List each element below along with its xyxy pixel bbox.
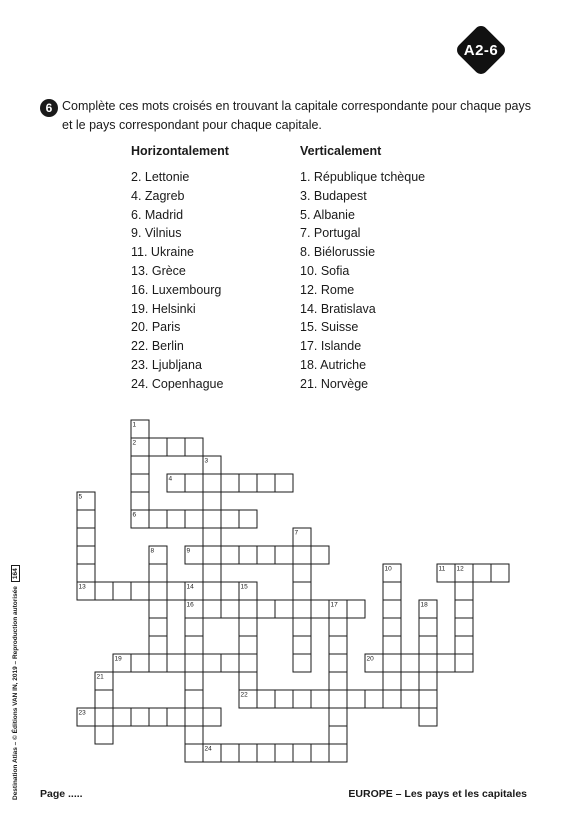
clue-item: 1. République tchèque [300, 170, 426, 184]
crossword-cell[interactable] [239, 636, 257, 654]
crossword-cell[interactable] [185, 474, 203, 492]
crossword-cell[interactable] [311, 600, 329, 618]
crossword-cell[interactable] [149, 564, 167, 582]
crossword-cell[interactable] [239, 618, 257, 636]
crossword-clue-number: 6 [132, 511, 137, 519]
crossword-clue-number: 17 [330, 601, 338, 609]
crossword-cell[interactable] [401, 690, 419, 708]
crossword-clue-number: 10 [384, 565, 392, 573]
crossword-cell[interactable] [131, 492, 149, 510]
crossword-cell[interactable] [419, 672, 437, 690]
crossword-cell[interactable] [221, 510, 239, 528]
crossword-cell[interactable] [149, 708, 167, 726]
crossword-cell[interactable] [293, 600, 311, 618]
crossword-cell[interactable] [311, 546, 329, 564]
crossword-cell[interactable] [149, 582, 167, 600]
crossword-cell[interactable] [149, 636, 167, 654]
crossword-cell[interactable] [185, 438, 203, 456]
crossword-cell[interactable] [239, 654, 257, 672]
clue-item: 15. Suisse [300, 320, 359, 335]
crossword-clue-number: 22 [240, 691, 248, 699]
crossword-cell[interactable] [455, 636, 473, 654]
crossword-cell[interactable] [95, 690, 113, 708]
crossword-cell[interactable] [221, 744, 239, 762]
crossword-cell[interactable] [329, 726, 347, 744]
crossword-cell[interactable] [221, 582, 239, 600]
crossword-clue-number: 9 [186, 547, 191, 555]
badge-label: A2-6 [463, 41, 499, 59]
crossword-cell[interactable] [95, 582, 113, 600]
crossword-cell[interactable] [95, 708, 113, 726]
crossword-cell[interactable] [329, 618, 347, 636]
crossword-clue-number: 8 [150, 547, 155, 555]
crossword-cell[interactable] [329, 690, 347, 708]
crossword-cell[interactable] [293, 582, 311, 600]
crossword-cell[interactable] [149, 510, 167, 528]
crossword-cell[interactable] [203, 582, 221, 600]
crossword-clue-number: 4 [168, 475, 173, 483]
crossword-cell[interactable] [149, 600, 167, 618]
crossword-cell[interactable] [257, 474, 275, 492]
crossword-cell[interactable] [203, 564, 221, 582]
clue-item: 13. Grèce [131, 263, 186, 278]
crossword-cell[interactable] [203, 546, 221, 564]
clue-item: 16. Luxembourg [131, 282, 222, 297]
clue-item: 6. Madrid [131, 207, 184, 222]
clue-item: 4. Zagreb [131, 188, 185, 203]
crossword-clue-number: 15 [240, 583, 248, 591]
clue-item: 11. Ukraine [131, 245, 194, 260]
crossword-cell[interactable] [95, 726, 113, 744]
clue-item: 24. Copenhague [131, 376, 224, 391]
crossword-cell[interactable] [293, 564, 311, 582]
crossword-cell[interactable] [383, 690, 401, 708]
crossword-cell[interactable] [167, 510, 185, 528]
crossword-cell[interactable] [419, 690, 437, 708]
crossword-clue-number: 13 [78, 583, 86, 591]
crossword-cell[interactable] [257, 690, 275, 708]
crossword-cell[interactable] [131, 654, 149, 672]
crossword-cell[interactable] [221, 654, 239, 672]
clue-item: 7. Portugal [300, 226, 361, 241]
crossword-cell[interactable] [293, 690, 311, 708]
crossword-cell[interactable] [221, 546, 239, 564]
crossword-cell[interactable] [203, 474, 221, 492]
crossword-cell[interactable] [257, 546, 275, 564]
crossword-clue-number: 23 [78, 709, 86, 717]
crossword-cell[interactable] [311, 744, 329, 762]
crossword-cell[interactable] [311, 690, 329, 708]
crossword-cell[interactable] [275, 744, 293, 762]
crossword-cell[interactable] [293, 654, 311, 672]
vertical-title: Verticalement [300, 144, 382, 158]
crossword-cell[interactable] [77, 546, 95, 564]
crossword-cell[interactable] [455, 600, 473, 618]
crossword-clue-number: 1 [132, 421, 137, 429]
crossword-cell[interactable] [239, 672, 257, 690]
crossword-cell[interactable] [203, 510, 221, 528]
crossword-cell[interactable] [185, 726, 203, 744]
crossword-cell[interactable] [401, 654, 419, 672]
crossword-cell[interactable] [149, 654, 167, 672]
instruction-text: Complète ces mots croisés en trouvant la capitale correspondante pour chaque pays et le pays correspondant pour chaque capitale. [62, 99, 532, 132]
crossword-cell[interactable] [185, 636, 203, 654]
clue-item: 14. Bratislava [300, 301, 376, 316]
crossword-cell[interactable] [455, 582, 473, 600]
crossword-cell[interactable] [149, 618, 167, 636]
clue-item: 19. Helsinki [131, 301, 196, 316]
crossword-cell[interactable] [383, 582, 401, 600]
crossword-clue-number: 21 [96, 673, 104, 681]
crossword-cell[interactable] [293, 636, 311, 654]
crossword-cell[interactable] [131, 456, 149, 474]
page-number-footer: Page ..... [40, 788, 83, 800]
crossword-cell[interactable] [185, 510, 203, 528]
crossword-cell[interactable] [167, 708, 185, 726]
clue-item: 9. Vilnius [131, 226, 182, 241]
clue-item: 23. Ljubljana [131, 357, 202, 372]
crossword-clue-number: 24 [204, 745, 212, 753]
crossword-cell[interactable] [221, 600, 239, 618]
crossword-cell[interactable] [77, 564, 95, 582]
crossword-cell[interactable] [167, 582, 185, 600]
crossword-cell[interactable] [77, 528, 95, 546]
crossword-cell[interactable] [185, 618, 203, 636]
crossword-clue-number: 19 [114, 655, 122, 663]
crossword-cell[interactable] [221, 474, 239, 492]
copyright-note: Destination Atlas – © Éditions VAN IN, 2019 – Reproduction autorisée164 [12, 565, 19, 800]
crossword-cell[interactable] [329, 744, 347, 762]
crossword-clue-number: 11 [438, 565, 446, 573]
crossword-cell[interactable] [437, 654, 455, 672]
crossword-cell[interactable] [347, 690, 365, 708]
crossword-cell[interactable] [239, 474, 257, 492]
crossword-cell[interactable] [455, 618, 473, 636]
crossword-cell[interactable] [203, 654, 221, 672]
crossword-cell[interactable] [203, 528, 221, 546]
crossword-cell[interactable] [185, 654, 203, 672]
crossword-cell[interactable] [149, 438, 167, 456]
crossword-cell[interactable] [473, 564, 491, 582]
crossword-cell[interactable] [257, 744, 275, 762]
clue-item: 22. Berlin [131, 339, 184, 354]
crossword-clue-number: 2 [132, 439, 137, 447]
crossword-clue-number: 14 [186, 583, 194, 591]
crossword-cell[interactable] [329, 654, 347, 672]
crossword-cell[interactable] [275, 474, 293, 492]
crossword-clue-number: 7 [294, 529, 299, 537]
crossword-cell[interactable] [185, 690, 203, 708]
crossword-cell[interactable] [365, 690, 383, 708]
crossword-cell[interactable] [293, 546, 311, 564]
crossword-cell[interactable] [329, 708, 347, 726]
chapter-footer: EUROPE – Les pays et les capitales [348, 788, 527, 800]
crossword-cell[interactable] [329, 672, 347, 690]
horizontal-title: Horizontalement [131, 144, 229, 158]
clue-item: 3. Budapest [300, 188, 367, 203]
clue-item: 8. Biélorussie [300, 245, 376, 260]
crossword-cell[interactable] [185, 708, 203, 726]
crossword-cell[interactable] [329, 636, 347, 654]
crossword-clue-number: 5 [78, 493, 83, 501]
clue-item: 20. Paris [131, 320, 181, 335]
clue-item: 2. Lettonie [131, 170, 190, 184]
crossword-cell[interactable] [275, 546, 293, 564]
crossword-cell[interactable] [383, 600, 401, 618]
crossword-cell[interactable] [491, 564, 509, 582]
crossword-cell[interactable] [239, 600, 257, 618]
crossword-cell[interactable] [275, 690, 293, 708]
crossword-cell[interactable] [257, 600, 275, 618]
crossword-cell[interactable] [419, 654, 437, 672]
crossword-cell[interactable] [347, 600, 365, 618]
clue-item: 18. Autriche [300, 357, 367, 372]
crossword-clue-number: 18 [420, 601, 428, 609]
crossword-cell[interactable] [455, 654, 473, 672]
crossword-cell[interactable] [113, 582, 131, 600]
crossword-cell[interactable] [419, 636, 437, 654]
crossword-cell[interactable] [239, 744, 257, 762]
crossword-cell[interactable] [185, 672, 203, 690]
clue-item: 21. Norvège [300, 376, 369, 391]
crossword-cell[interactable] [167, 654, 185, 672]
exercise-number: 6 [40, 99, 58, 117]
crossword-cell[interactable] [203, 492, 221, 510]
crossword-cell[interactable] [383, 672, 401, 690]
crossword-clue-number: 12 [456, 565, 464, 573]
crossword-cell[interactable] [131, 582, 149, 600]
crossword-clue-number: 16 [186, 601, 194, 609]
crossword-cell[interactable] [293, 618, 311, 636]
crossword-cell[interactable] [167, 438, 185, 456]
crossword-cell[interactable] [203, 708, 221, 726]
crossword-cell[interactable] [419, 618, 437, 636]
crossword-clue-number: 20 [366, 655, 374, 663]
crossword-cell[interactable] [383, 618, 401, 636]
crossword-cell[interactable] [239, 510, 257, 528]
crossword-clue-number: 3 [204, 457, 209, 465]
crossword-cell[interactable] [383, 636, 401, 654]
clue-item: 17. Islande [300, 339, 362, 354]
crossword-cell[interactable] [131, 474, 149, 492]
crossword-cell[interactable] [275, 600, 293, 618]
crossword-cell[interactable] [113, 708, 131, 726]
clue-item: 5. Albanie [300, 207, 355, 222]
crossword-cell[interactable] [239, 546, 257, 564]
crossword-cell[interactable] [383, 654, 401, 672]
clue-item: 10. Sofia [300, 263, 350, 278]
crossword-cell[interactable] [419, 708, 437, 726]
crossword-cell[interactable] [131, 708, 149, 726]
clue-item: 12. Rome [300, 282, 355, 297]
crossword-cell[interactable] [293, 744, 311, 762]
crossword-cell[interactable] [203, 600, 221, 618]
crossword-cell[interactable] [185, 744, 203, 762]
crossword-cell[interactable] [77, 510, 95, 528]
